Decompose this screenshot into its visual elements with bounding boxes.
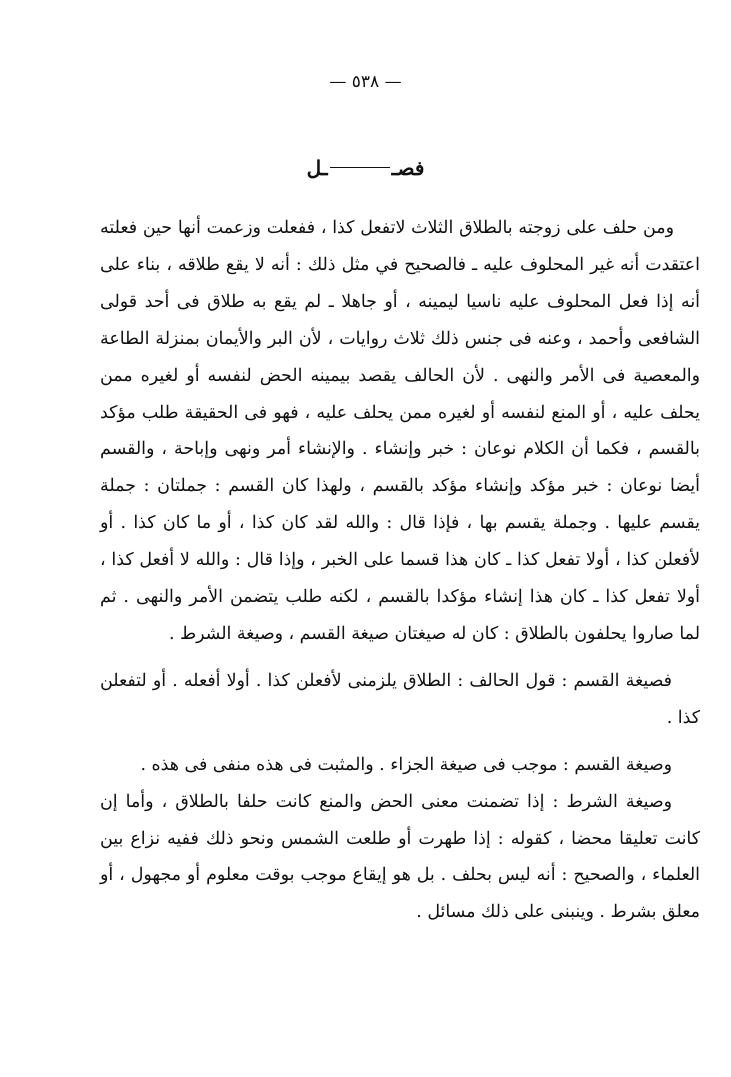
section-title-start: فصـ [391,156,425,180]
title-kashida-line [330,167,390,168]
section-title [0,156,731,180]
paragraph-3: وصيغة القسم : موجب فى صيغة الجزاء . والمثبت فى هذه منفى فى هذه . [140,754,672,775]
page-number: — ٥٣٨ — [329,72,402,92]
body-text [100,210,700,931]
paragraph-1: ومن حلف على زوجته بالطلاق الثلاث لاتفعل كذا ، ففعلت وزعمت أنها حين فعلته اعتقدت أنه غير المحلوف عليه ـ فالصحيح في مثل ذلك : أنه لا يقع طلاقه ، بناء على أنه إذا فعل المحلوف عليه ناسيا ليمينه ، أو جاهلا ـ لم يقع به طلاق فى أحد قولى الشافعى وأحمد ، وعنه فى جنس ذلك ثلاث روايات ، لأن البر والأيمان بمنزلة الطاعة والمعصية فى الأمر والنهى . لأن الحالف يقصد بيمينه الحض لنفسه أو لغيره ممن يحلف عليه ، أو المنع لنفسه أو لغيره ممن يحلف عليه ، فهو فى الحقيقة طلب مؤكد بالقسم ، فكما أن الكلام نوعان : خبر وإنشاء . والإنشاء أمر ونهى وإباحة ، والقسم أيضا نوعان : خبر مؤكد وإنشاء مؤكد بالقسم ، ولهذا كان القسم : جملتان : جملة يقسم عليها . وجملة يقسم بها ، فإذا قال : والله لقد كان كذا ، أو ما كان كذا . أو لأفعلن كذا ، أولا تفعل كذا ـ كان هذا قسما على الخبر ، وإذا قال : والله لا أفعل كذا ، أولا تفعل كذا ـ كان هذا إنشاء مؤكدا بالقسم ، لكنه طلب يتضمن الأمر والنهى . ثم لما صاروا يحلفون بالطلاق : كان له صيغتان صيغة القسم ، وصيغة الشرط . [100,218,700,644]
paragraph-4: وصيغة الشرط : إذا تضمنت معنى الحض والمنع كانت حلفا بالطلاق ، وأما إن كانت تعليقا محضا ، كقوله : إذا طهرت أو طلعت الشمس ونحو ذلك ففيه نزاع بين العلماء ، والصحيح : أنه ليس بحلف . بل هو إيقاع موجب بوقت معلوم أو مجهول ، أو معلق بشرط . وينبنى على ذلك مسائل . [100,791,700,923]
paragraph-2: فصيغة القسم : قول الحالف : الطلاق يلزمنى لأفعلن كذا . أولا أفعله . أو لتفعلن كذا . [100,670,700,728]
section-title-end: ـل [306,156,328,180]
